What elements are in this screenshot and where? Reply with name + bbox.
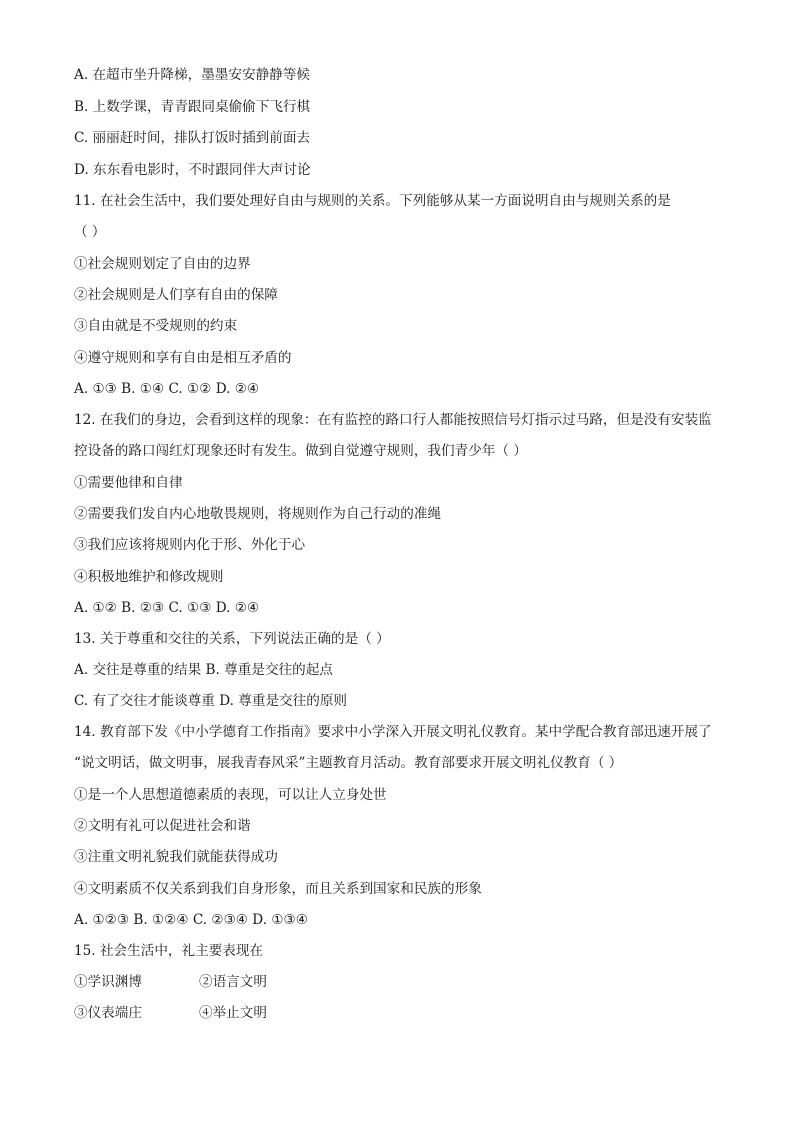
q11-item-4: ④遵守规则和享有自由是相互矛盾的: [74, 350, 292, 366]
q13-choices-line2: C. 有了交往才能谈尊重 D. 尊重是交往的原则: [74, 693, 348, 709]
q10-option-b: B. 上数学课，青青跟同桌偷偷下飞行棋: [74, 99, 311, 115]
q14-choices: A. ①②③ B. ①②④ C. ②③④ D. ①③④: [74, 912, 308, 928]
q11-choices: A. ①③ B. ①④ C. ①② D. ②④: [74, 381, 260, 397]
q12-stem-line1: 12. 在我们的身边，会看到这样的现象：在有监控的路口行人都能按照信号灯指示过马路，但是没有安装监: [74, 412, 712, 428]
q15-row-2: [74, 1004, 267, 1022]
q11-item-3: ③自由就是不受规则的约束: [74, 318, 238, 334]
q12-item-4: ④积极地维护和修改规则: [74, 569, 224, 585]
q11-answer-blank: （ ）: [74, 224, 106, 240]
q12-item-3: ③我们应该将规则内化于形、外化于心: [74, 537, 306, 553]
q12-stem-line2: 控设备的路口闯红灯现象还时有发生。做到自觉遵守规则，我们青少年（ ）: [74, 443, 527, 459]
q14-item-4: ④文明素质不仅关系到我们自身形象，而且关系到国家和民族的形象: [74, 881, 482, 897]
q14-stem-line1: 14. 教育部下发《中小学德育工作指南》要求中小学深入开展文明礼仪教育。某中学配合教育部迅速开展了: [74, 724, 712, 740]
q15-item-4: ④举止文明: [199, 1005, 267, 1021]
q12-item-2: ②需要我们发自内心地敬畏规则，将规则作为自己行动的准绳: [74, 506, 442, 522]
q13-choices-line1: A. 交往是尊重的结果 B. 尊重是交往的起点: [74, 662, 333, 678]
q10-option-a: A. 在超市坐升降梯，墨墨安安静静等候: [74, 67, 310, 83]
q15-stem: 15. 社会生活中，礼主要表现在: [74, 943, 264, 959]
q13-stem: 13. 关于尊重和交往的关系，下列说法正确的是（ ）: [74, 631, 390, 647]
q12-choices: A. ①② B. ②③ C. ①③ D. ②④: [74, 600, 260, 616]
q15-row-1: [74, 973, 267, 991]
q15-item-2: ②语言文明: [199, 974, 267, 990]
q14-item-1: ①是一个人思想道德素质的表现，可以让人立身处世: [74, 787, 387, 803]
q10-option-d: D. 东东看电影时，不时跟同伴大声讨论: [74, 162, 311, 178]
q10-option-c: C. 丽丽赶时间，排队打饭时插到前面去: [74, 130, 311, 146]
q14-stem-line2: “说文明话，做文明事，展我青春风采”主题教育月活动。教育部要求开展文明礼仪教育（ ）: [74, 755, 623, 771]
q14-item-3: ③注重文明礼貌我们就能获得成功: [74, 849, 278, 865]
q15-item-3: ③仪表端庄: [74, 1005, 142, 1021]
q14-item-2: ②文明有礼可以促进社会和谐: [74, 818, 251, 834]
q12-item-1: ①需要他律和自律: [74, 475, 183, 491]
q11-stem: 11. 在社会生活中，我们要处理好自由与规则的关系。下列能够从某一方面说明自由与规则关系的是: [74, 193, 671, 209]
q15-item-1: ①学识渊博: [74, 974, 142, 990]
q11-item-1: ①社会规则划定了自由的边界: [74, 256, 251, 272]
q11-item-2: ②社会规则是人们享有自由的保障: [74, 287, 278, 303]
